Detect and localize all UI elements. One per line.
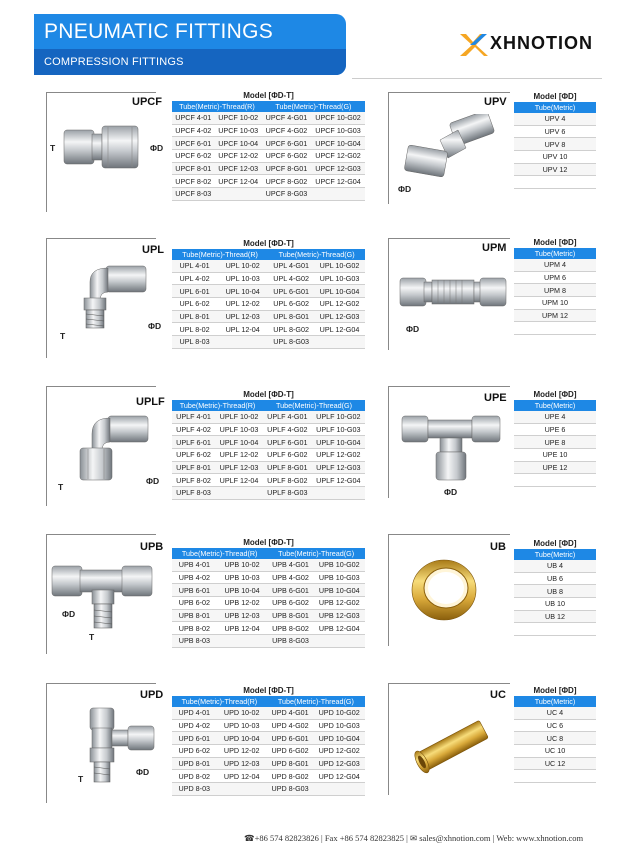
table-cell: UPD 8-01 [172, 757, 217, 770]
brand-name: XHNOTION [490, 33, 594, 53]
table-cell: UPLF 12-G02 [312, 449, 365, 462]
model-table-upe [514, 388, 596, 487]
table-title: Model [ΦD] [533, 538, 577, 548]
table-cell [311, 188, 365, 201]
table-cell: UPL 12-02 [217, 298, 268, 311]
table-title: Model [ΦD] [533, 389, 577, 399]
table-cell: UPCF 10-03 [215, 124, 262, 137]
diameter-label: ΦD [398, 184, 412, 194]
table-cell: UPLF 4-G02 [263, 423, 312, 436]
upl-fitting-image [70, 262, 160, 334]
page-subtitle: COMPRESSION FITTINGS [44, 56, 184, 68]
table-cell: UPB 8-02 [172, 622, 217, 635]
table-title: Model [ΦD] [533, 91, 577, 101]
panel-frame [46, 683, 47, 803]
table-cell: UPLF 12-04 [215, 474, 263, 487]
product-code: UPE [484, 392, 507, 404]
table-cell: UPCF 8-03 [172, 188, 215, 201]
column-header: Tube(Metric)-Thread(R) [172, 548, 267, 559]
table-cell: UPLF 10-G02 [312, 411, 365, 423]
column-header: Tube(Metric)-Thread(R) [172, 101, 262, 112]
table-cell: UPE 12 [514, 461, 596, 474]
diameter-label: ΦD [406, 324, 420, 334]
table-cell: UPV 10 [514, 151, 596, 164]
table-cell: UPCF 6-G02 [262, 150, 311, 163]
table-cell: UPD 4-01 [172, 707, 217, 719]
table-cell: UPB 12-G03 [314, 609, 365, 622]
table-cell: UPD 12-G03 [313, 757, 365, 770]
table-cell: UPE 6 [514, 423, 596, 436]
table-cell: UPLF 12-G04 [312, 474, 365, 487]
table-cell: UPCF 8-G03 [262, 188, 311, 201]
table-cell [215, 487, 263, 500]
table-cell: UPLF 6-G01 [263, 436, 312, 449]
column-header: Tube(Metric)-Thread(G) [262, 101, 365, 112]
table-cell: UPB 4-01 [172, 559, 217, 571]
table-cell: UPV 6 [514, 125, 596, 138]
table-cell: UPE 4 [514, 411, 596, 423]
diameter-label: ΦD [136, 767, 150, 777]
column-header: Tube(Metric) [514, 102, 596, 113]
model-table-upl [172, 237, 365, 349]
brand-logo-icon [456, 30, 490, 60]
table-cell: UPL 8-01 [172, 310, 217, 323]
table-cell: UPV 4 [514, 113, 596, 125]
table-cell: UPL 4-01 [172, 260, 217, 272]
table-cell: UPB 4-G02 [267, 571, 313, 584]
table-cell: UPB 6-01 [172, 584, 217, 597]
product-code: UPCF [132, 96, 162, 108]
table-cell: UPB 8-G01 [267, 609, 313, 622]
table-cell: UPCF 8-01 [172, 162, 215, 175]
table-cell: UPLF 4-02 [172, 423, 215, 436]
column-header: Tube(Metric) [514, 696, 596, 707]
table-cell: UB 10 [514, 598, 596, 611]
column-header: Tube(Metric) [514, 549, 596, 560]
model-table-ub [514, 537, 596, 636]
table-cell: UC 12 [514, 757, 596, 770]
table-cell [514, 623, 596, 636]
table-cell: UPL 4-02 [172, 272, 217, 285]
product-code: UC [490, 689, 506, 701]
table-cell: UB 6 [514, 572, 596, 585]
table-cell: UPCF 10-G03 [311, 124, 365, 137]
panel-frame [46, 386, 156, 387]
table-cell: UPD 6-G02 [267, 745, 314, 758]
table-cell: UPV 8 [514, 138, 596, 151]
table-cell [314, 635, 365, 648]
panel-frame [46, 92, 156, 93]
table-cell: UPM 12 [514, 309, 596, 322]
panel-frame [46, 534, 47, 654]
table-cell: UPCF 10-04 [215, 137, 262, 150]
model-table-upcf [172, 89, 365, 201]
thread-label: T [50, 143, 56, 153]
table-cell: UPM 6 [514, 271, 596, 284]
table-cell: UPL 8-02 [172, 323, 217, 336]
table-cell: UPE 10 [514, 449, 596, 462]
table-cell: UPL 4-G01 [268, 260, 314, 272]
table-title: Model [ΦD] [533, 237, 577, 247]
table-cell [217, 336, 268, 349]
table-cell: UPCF 8-G02 [262, 175, 311, 188]
table-cell: UPLF 10-G03 [312, 423, 365, 436]
table-cell: UPD 10-G02 [313, 707, 365, 719]
table-cell: UPB 8-03 [172, 635, 217, 648]
model-table-upb [172, 536, 365, 648]
product-code: UPV [484, 96, 507, 108]
table-cell: UPD 8-02 [172, 770, 217, 783]
table-cell: UPLF 6-G02 [263, 449, 312, 462]
table-cell: UPB 4-G01 [267, 559, 313, 571]
table-cell: UPCF 10-02 [215, 112, 262, 124]
table-title: Model [ΦD-T] [243, 537, 294, 547]
table-cell [215, 188, 262, 201]
panel-frame [388, 683, 389, 795]
table-cell: UPL 10-04 [217, 285, 268, 298]
table-cell: UPL 8-G03 [268, 336, 314, 349]
table-cell: UPCF 10-G02 [311, 112, 365, 124]
product-code: UB [490, 541, 506, 553]
table-cell: UPLF 12-02 [215, 449, 263, 462]
table-cell: UPL 12-G02 [314, 298, 365, 311]
table-cell: UPCF 8-G01 [262, 162, 311, 175]
column-header: Tube(Metric)-Thread(R) [172, 696, 267, 707]
uplf-fitting-image [68, 412, 158, 484]
panel-frame [388, 534, 389, 646]
panel-frame [46, 386, 47, 506]
table-cell: UPLF 6-02 [172, 449, 215, 462]
column-header: Tube(Metric)-Thread(R) [172, 400, 263, 411]
table-cell: UC 4 [514, 707, 596, 719]
table-cell: UPLF 8-01 [172, 461, 215, 474]
table-cell: UB 12 [514, 610, 596, 623]
header-rule [352, 78, 602, 79]
panel-frame [388, 683, 510, 684]
product-code: UPL [142, 244, 164, 256]
table-cell: UPB 12-G04 [314, 622, 365, 635]
thread-label: T [58, 482, 64, 492]
table-cell: UPCF 4-G01 [262, 112, 311, 124]
table-cell: UPL 8-03 [172, 336, 217, 349]
table-cell: UPL 6-01 [172, 285, 217, 298]
table-cell: UPCF 12-G02 [311, 150, 365, 163]
table-cell: UPD 6-01 [172, 732, 217, 745]
table-cell: UPB 12-G02 [314, 597, 365, 610]
column-header: Tube(Metric)-Thread(R) [172, 249, 268, 260]
table-cell: UPLF 12-03 [215, 461, 263, 474]
table-cell: UPL 10-G04 [314, 285, 365, 298]
table-cell: UPD 4-02 [172, 719, 217, 732]
table-title: Model [ΦD-T] [243, 389, 294, 399]
panel-frame [388, 92, 510, 93]
table-cell: UPB 8-G03 [267, 635, 313, 648]
table-cell: UPCF 8-02 [172, 175, 215, 188]
model-table-upv [514, 90, 596, 189]
table-cell: UPV 12 [514, 163, 596, 176]
table-cell: UPLF 8-G02 [263, 474, 312, 487]
table-cell: UPL 12-04 [217, 323, 268, 336]
model-table-uc [514, 684, 596, 783]
table-cell: UPCF 12-04 [215, 175, 262, 188]
diameter-label: ΦD [150, 143, 164, 153]
table-cell: UPB 10-G04 [314, 584, 365, 597]
table-title: Model [ΦD-T] [243, 238, 294, 248]
table-cell: UPCF 4-G02 [262, 124, 311, 137]
table-cell [312, 487, 365, 500]
table-cell: UPD 8-G01 [267, 757, 314, 770]
upd-fitting-image [82, 706, 162, 786]
table-cell: UPB 12-03 [217, 609, 268, 622]
table-cell: UPL 6-G01 [268, 285, 314, 298]
table-cell: UPD 4-G01 [267, 707, 314, 719]
table-cell: UPD 10-04 [217, 732, 267, 745]
table-cell: UPL 10-03 [217, 272, 268, 285]
table-cell: UPLF 10-02 [215, 411, 263, 423]
table-cell: UPD 12-04 [217, 770, 267, 783]
panel-frame [46, 683, 156, 684]
table-cell: UPM 10 [514, 297, 596, 310]
table-cell: UPD 8-G03 [267, 783, 314, 796]
upv-fitting-image [400, 114, 506, 186]
table-cell: UPD 4-G02 [267, 719, 314, 732]
product-code: UPB [140, 541, 164, 553]
panel-frame [46, 238, 156, 239]
panel-frame [46, 534, 156, 535]
table-cell: UPL 12-G03 [314, 310, 365, 323]
table-cell [514, 474, 596, 487]
table-cell: UPB 12-02 [217, 597, 268, 610]
table-cell: UPD 12-G04 [313, 770, 365, 783]
table-cell: UPCF 12-02 [215, 150, 262, 163]
diameter-label: ΦD [62, 609, 76, 619]
diameter-label: ΦD [146, 476, 160, 486]
table-cell: UPCF 4-02 [172, 124, 215, 137]
table-cell: UPL 4-G02 [268, 272, 314, 285]
table-title: Model [ΦD-T] [243, 90, 294, 100]
table-cell: UPM 8 [514, 284, 596, 297]
column-header: Tube(Metric)-Thread(G) [267, 548, 365, 559]
table-cell: UPL 10-G03 [314, 272, 365, 285]
panel-frame [388, 386, 510, 387]
table-cell: UPL 10-G02 [314, 260, 365, 272]
table-cell: UPE 8 [514, 436, 596, 449]
table-cell: UPLF 10-G04 [312, 436, 365, 449]
page-title: PNEUMATIC FITTINGS [44, 20, 274, 43]
table-cell: UPCF 12-03 [215, 162, 262, 175]
table-cell [217, 783, 267, 796]
table-cell: UPL 6-G02 [268, 298, 314, 311]
table-cell: UPL 12-03 [217, 310, 268, 323]
table-cell: UPLF 4-G01 [263, 411, 312, 423]
table-cell: UPB 8-01 [172, 609, 217, 622]
table-cell: UPL 8-G01 [268, 310, 314, 323]
table-cell [514, 770, 596, 783]
column-header: Tube(Metric) [514, 248, 596, 259]
table-cell: UB 8 [514, 585, 596, 598]
table-cell: UPLF 8-G03 [263, 487, 312, 500]
table-cell: UPB 6-02 [172, 597, 217, 610]
panel-frame [388, 534, 510, 535]
panel-frame [388, 386, 389, 498]
table-cell: UPB 12-04 [217, 622, 268, 635]
contact-footer: ☎+86 574 82823826 | Fax +86 574 82823825 | ✉ sales@xhnotion.com | Web: www.xhnotion.com [244, 833, 584, 843]
table-cell: UPLF 6-01 [172, 436, 215, 449]
model-table-upm [514, 236, 596, 335]
table-cell [314, 336, 365, 349]
table-cell: UPCF 6-02 [172, 150, 215, 163]
table-cell: UPLF 12-G03 [312, 461, 365, 474]
product-code: UPLF [136, 396, 165, 408]
thread-label: T [89, 632, 95, 642]
table-cell: UPCF 12-G03 [311, 162, 365, 175]
table-cell: UPD 8-G02 [267, 770, 314, 783]
panel-frame [388, 238, 510, 239]
table-cell: UPLF 10-03 [215, 423, 263, 436]
product-code: UPM [482, 242, 507, 254]
column-header: Tube(Metric)-Thread(G) [267, 696, 365, 707]
table-cell: UPD 6-G01 [267, 732, 314, 745]
table-cell [217, 635, 268, 648]
table-cell: UB 4 [514, 560, 596, 572]
table-cell: UPLF 10-04 [215, 436, 263, 449]
table-cell: UPCF 4-01 [172, 112, 215, 124]
panel-frame [46, 92, 47, 212]
table-cell: UPD 10-02 [217, 707, 267, 719]
uc-insert-image [404, 708, 500, 784]
table-cell: UPD 12-G02 [313, 745, 365, 758]
table-title: Model [ΦD] [533, 685, 577, 695]
table-cell: UPLF 8-02 [172, 474, 215, 487]
table-cell: UPM 4 [514, 259, 596, 271]
table-cell: UPD 10-G03 [313, 719, 365, 732]
panel-frame [388, 92, 389, 204]
table-cell: UPD 12-02 [217, 745, 267, 758]
diameter-label: ΦD [444, 487, 458, 497]
table-cell: UPCF 12-G04 [311, 175, 365, 188]
table-cell: UPD 10-G04 [313, 732, 365, 745]
table-cell [313, 783, 365, 796]
upm-fitting-image [398, 272, 508, 312]
upcf-fitting-image [62, 118, 144, 178]
table-cell: UPLF 4-01 [172, 411, 215, 423]
table-cell: UPD 10-03 [217, 719, 267, 732]
table-cell: UPD 8-03 [172, 783, 217, 796]
table-cell: UPCF 6-G01 [262, 137, 311, 150]
table-cell: UPD 12-03 [217, 757, 267, 770]
table-cell: UPL 8-G02 [268, 323, 314, 336]
table-cell: UPB 10-03 [217, 571, 268, 584]
thread-label: T [78, 774, 84, 784]
table-cell: UC 6 [514, 719, 596, 732]
table-cell: UPB 10-02 [217, 559, 268, 571]
upb-fitting-image [50, 560, 156, 634]
table-cell: UPB 6-G02 [267, 597, 313, 610]
column-header: Tube(Metric)-Thread(G) [263, 400, 365, 411]
table-cell: UC 10 [514, 745, 596, 758]
table-cell: UPB 10-G02 [314, 559, 365, 571]
diameter-label: ΦD [148, 321, 162, 331]
panel-frame [46, 238, 47, 358]
column-header: Tube(Metric) [514, 400, 596, 411]
table-cell: UPL 10-02 [217, 260, 268, 272]
table-cell: UPLF 8-G01 [263, 461, 312, 474]
table-cell: UPB 4-02 [172, 571, 217, 584]
table-cell: UC 8 [514, 732, 596, 745]
panel-frame [388, 238, 389, 350]
table-cell: UPL 12-G04 [314, 323, 365, 336]
table-cell: UPB 10-04 [217, 584, 268, 597]
ub-ferrule-image [406, 552, 482, 628]
thread-label: T [60, 331, 66, 341]
table-cell [514, 322, 596, 335]
table-cell: UPCF 10-G04 [311, 137, 365, 150]
model-table-uplf [172, 388, 365, 500]
table-cell: UPLF 8-03 [172, 487, 215, 500]
table-cell: UPD 6-02 [172, 745, 217, 758]
table-cell: UPCF 6-01 [172, 137, 215, 150]
table-cell: UPB 6-G01 [267, 584, 313, 597]
table-cell: UPB 8-G02 [267, 622, 313, 635]
table-cell: UPL 6-02 [172, 298, 217, 311]
table-cell [514, 176, 596, 189]
column-header: Tube(Metric)-Thread(G) [268, 249, 365, 260]
upe-fitting-image [400, 412, 504, 484]
product-code: UPD [140, 689, 164, 701]
table-title: Model [ΦD-T] [243, 685, 294, 695]
table-cell: UPB 10-G03 [314, 571, 365, 584]
model-table-upd [172, 684, 365, 796]
